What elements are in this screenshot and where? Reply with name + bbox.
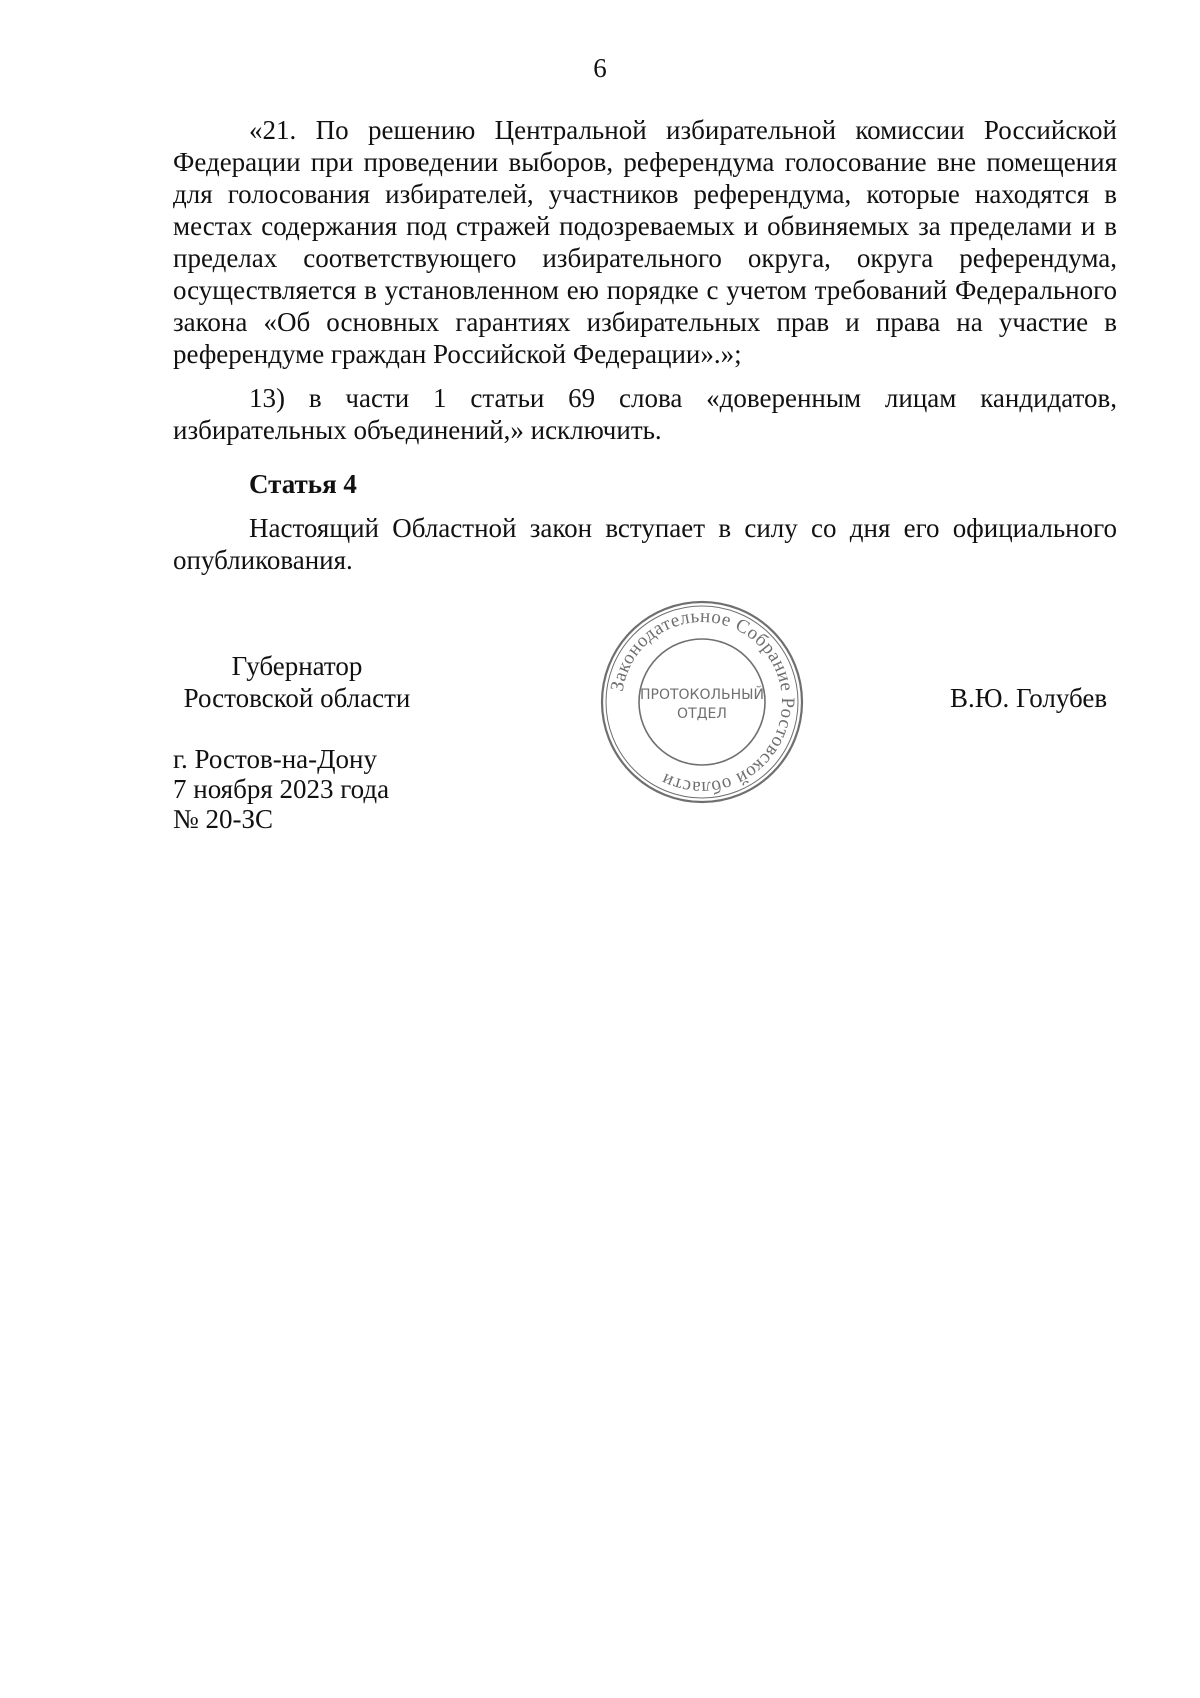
page-number: 6 [593, 53, 607, 83]
stamp-center-line2: ОТДЕЛ [677, 706, 727, 722]
paragraph-21: «21. По решению Центральной избирательной комиссии Российской Федерации при проведении выборов, референдума голосование вне помещения для голосования избирателей, участников референдума, которые находятся в местах содержания под стражей подозреваемых и обвиняемых за пределами и в пределах соответствующего избирательного округа, округа референдума, осуществляется в установленном ею порядке с учетом требований Федерального закона «Об основных гарантиях избирательных прав и права на участие в референдуме граждан Российской Федерации».»; [173, 115, 1117, 369]
place-number: № 20-ЗС [173, 804, 274, 834]
place-city: г. Ростов-на-Дону [173, 744, 378, 774]
place-date-block [173, 744, 389, 834]
seal-stamp [598, 598, 806, 806]
paragraph-13: 13) в части 1 статьи 69 слова «доверенным лицам кандидатов, избирательных объединений,» исключить. [173, 383, 1117, 445]
article-heading: Статья 4 [249, 469, 357, 499]
place-date: 7 ноября 2023 года [173, 774, 390, 804]
article-text: Настоящий Областной закон вступает в силу со дня его официального опубликования. [173, 513, 1117, 575]
document-body [173, 114, 1117, 576]
signature-title-line1: Губернатор [231, 651, 363, 681]
signature-name: В.Ю. Голубев [950, 683, 1108, 713]
stamp-ring-text: Законодательное Собрание Ростовской области [606, 605, 799, 799]
signature-title-line2: Ростовской области [183, 683, 411, 713]
signature-title [173, 650, 421, 714]
stamp-center-line1: ПРОТОКОЛЬНЫЙ [639, 687, 765, 703]
